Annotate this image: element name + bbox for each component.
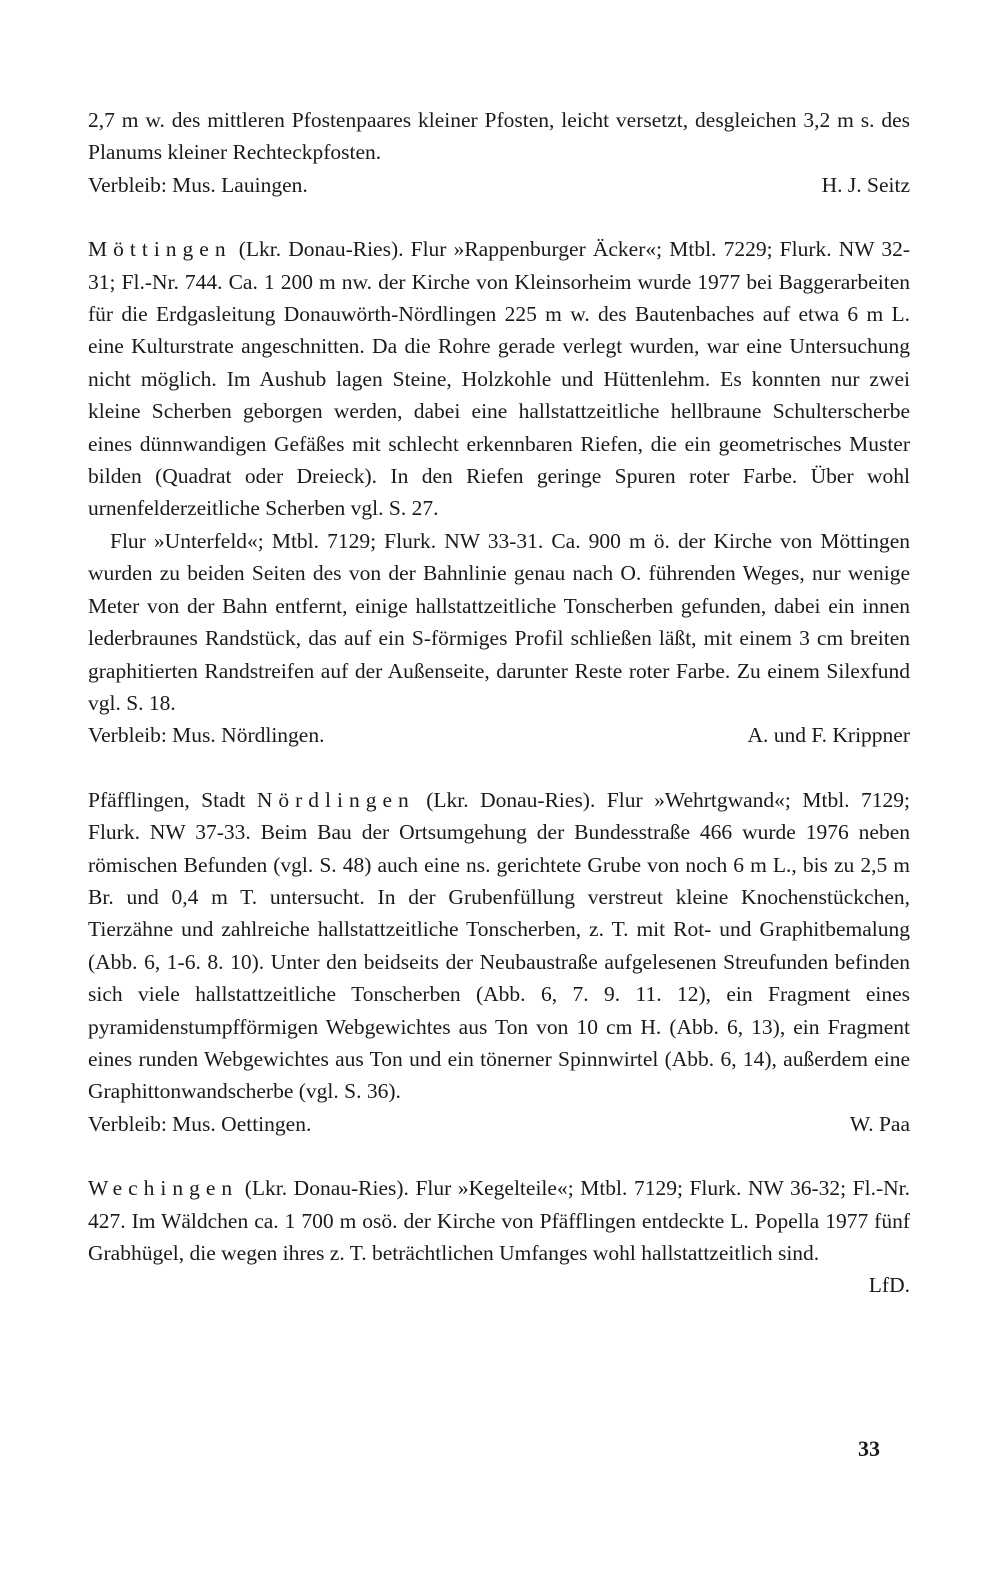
entry-body (88, 1172, 910, 1269)
entry-second-paragraph: Flur »Unterfeld«; Mtbl. 7129; Flurk. NW 33-31. Ca. 900 m ö. der Kirche von Möttingen wurden zu beiden Seiten des von der Bahnlinie genau nach O. führenden Weges, nur wenige Meter von der Bahn entfernt, einige hallstattzeitliche Tonscherben gefunden, dabei ein innen lederbraunes Randstück, das auf ein S-förmiges Profil schließen läßt, mit einem 3 cm breiten graphitierten Randstreifen auf der Außenseite, darunter Reste roter Farbe. Zu einem Silexfund vgl. S. 18. (88, 528, 910, 715)
entry-moettingen (88, 233, 910, 752)
verbleib-text: Verbleib: Mus. Oettingen. (88, 1111, 312, 1136)
entry-body (88, 784, 910, 1108)
verbleib-row (88, 719, 910, 751)
verbleib-text: Verbleib: Mus. Lauingen. (88, 172, 308, 197)
verbleib-row (88, 1108, 910, 1140)
verbleib-row (88, 169, 910, 201)
entry-wechingen (88, 1172, 910, 1302)
entry-text: (Lkr. Donau-Ries). Flur »Kegelteile«; Mtbl. 7129; Flurk. NW 36-32; Fl.-Nr. 427. Im Wäldchen ca. 1 700 m osö. der Kirche von Pfäfflingen entdeckte L. Popella 1977 fünf Grabhügel, die wegen ihres z. T. beträchtlichen Umfanges wohl hallstattzeitlich sind. (88, 1176, 910, 1265)
author-name: A. und F. Krippner (747, 723, 910, 748)
entry-text: (Lkr. Donau-Ries). Flur »Rappenburger Äcker«; Mtbl. 7229; Flurk. NW 32-31; Fl.-Nr. 744. Ca. 1 200 m nw. der Kirche von Kleinsorheim wurde 1977 bei Baggerarbeiten für die Erdgasleitung Donauwörth-Nördlingen 225 m w. des Bautenbaches auf etwa 6 m L. eine Kulturstrate angeschnitten. Da die Rohre gerade verlegt wurden, war eine Untersuchung nicht möglich. Im Aushub lagen Steine, Holzkohle und Hüttenlehm. Es konnten nur zwei kleine Scherben geborgen werden, dabei eine hallstattzeitliche hellbraune Schulterscherbe eines dünnwandigen Gefäßes mit schlecht erkennbaren Riefen, die ein geometrisches Muster bilden (Quadrat oder Dreieck). In den Riefen geringe Spuren roter Farbe. Über wohl urnenfelderzeitliche Scherben vgl. S. 27. (88, 237, 910, 521)
entry-text: (Lkr. Donau-Ries). Flur »Wehrtgwand«; Mtbl. 7129; Flurk. NW 37-33. Beim Bau der Ortsumgehung der Bundesstraße 466 wurde 1976 neben römischen Befunden (vgl. S. 48) auch eine ns. gerichtete Grube von noch 6 m L., bis zu 2,5 m Br. und 0,4 m T. untersucht. In der Grubenfüllung verstreut kleine Knochenstückchen, Tierzähne und zahlreiche hallstattzeitliche Tonscherben, z. T. mit Rot- und Graphitbemalung (Abb. 6, 1-6. 8. 10). Unter den beidseits der Neubaustraße aufgelesenen Streufunden befinden sich viele hallstattzeitliche Tonscherben (Abb. 6, 7. 9. 11. 12), ein Fragment eines pyramidenstumpfförmigen Webgewichtes aus Ton von 10 cm H. (Abb. 6, 13), ein Fragment eines runden Webgewichtes aus Ton und ein tönerner Spinnwirtel (Abb. 6, 14), außerdem eine Graphittonwandscherbe (vgl. S. 36). (88, 787, 911, 1104)
page-number: 33 (858, 1436, 880, 1461)
author-name: W. Paa (849, 1111, 910, 1136)
author-name: LfD. (868, 1273, 910, 1298)
entry-pfaefflingen (88, 784, 910, 1140)
entry-prefix: Pfäfflingen, Stadt (88, 787, 257, 812)
place-name: Möttingen (88, 237, 232, 262)
place-name: Wechingen (88, 1176, 239, 1201)
entry-body (88, 233, 910, 525)
text-block (88, 104, 910, 1302)
entry-body: 2,7 m w. des mittleren Pfostenpaares kleiner Pfosten, leicht versetzt, desgleichen 3,2 m s. des Planums kleiner Rechteckpfosten. (88, 108, 910, 165)
entry-seitz (88, 104, 910, 201)
author-row (88, 1269, 910, 1301)
verbleib-text: Verbleib: Mus. Nördlingen. (88, 723, 325, 748)
place-name: Nördlingen (256, 787, 415, 812)
author-name: H. J. Seitz (821, 172, 910, 197)
